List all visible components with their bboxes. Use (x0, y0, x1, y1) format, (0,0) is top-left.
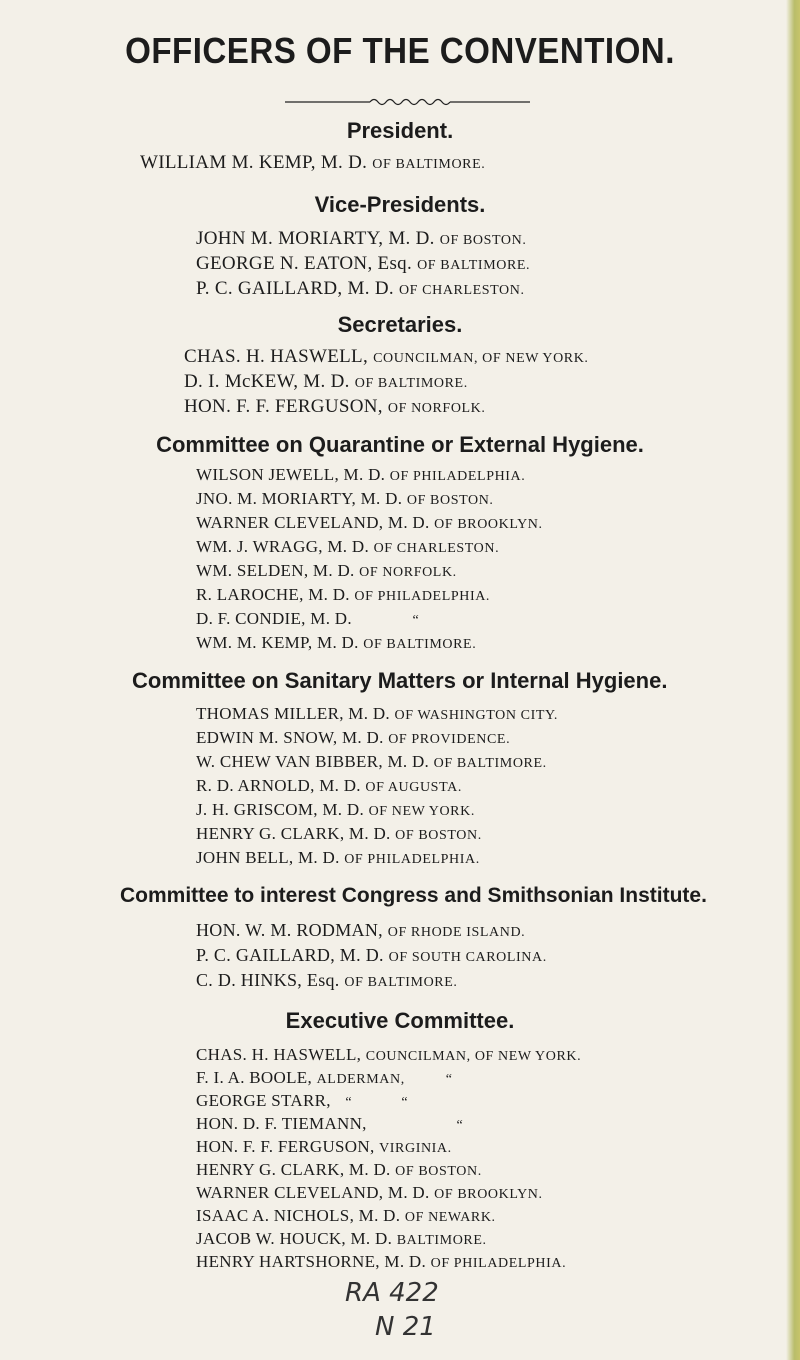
executive-member: F. I. A. BOOLE, ALDERMAN, “ (196, 1068, 453, 1087)
congress-member: C. D. HINKS, Esq. OF BALTIMORE. (196, 970, 458, 990)
executive-member: HON. D. F. TIEMANN, “ (196, 1114, 464, 1133)
quarantine-member: D. F. CONDIE, M. D. “ (196, 609, 420, 628)
congress-member: P. C. GAILLARD, M. D. OF SOUTH CAROLINA. (196, 945, 547, 965)
page-title: OFFICERS OF THE CONVENTION. (125, 30, 675, 71)
quarantine-member: WARNER CLEVELAND, M. D. OF BROOKLYN. (196, 513, 543, 532)
sanitary-committee-heading: Committee on Sanitary Matters or Internal Hygiene. (132, 668, 668, 693)
quarantine-member: WM. J. WRAGG, M. D. OF CHARLESTON. (196, 537, 500, 556)
congress-member: HON. W. M. RODMAN, OF RHODE ISLAND. (196, 920, 526, 940)
president-line: WILLIAM M. KEMP, M. D. OF BALTIMORE. (140, 152, 486, 173)
handwritten-call-number-2: N 21 (375, 1312, 436, 1342)
sanitary-member: W. CHEW VAN BIBBER, M. D. OF BALTIMORE. (196, 752, 547, 771)
executive-member: HENRY G. CLARK, M. D. OF BOSTON. (196, 1160, 482, 1179)
secretaries-heading: Secretaries. (337, 312, 463, 337)
sanitary-member: JOHN BELL, M. D. OF PHILADELPHIA. (196, 848, 480, 867)
sanitary-member: EDWIN M. SNOW, M. D. OF PROVIDENCE. (196, 728, 511, 747)
quarantine-committee-heading: Committee on Quarantine or External Hygiene. (156, 432, 644, 457)
vice-president-line: GEORGE N. EATON, Esq. OF BALTIMORE. (196, 253, 531, 274)
title-ornament-rule (0, 92, 800, 112)
executive-member: HON. F. F. FERGUSON, VIRGINIA. (196, 1137, 452, 1156)
sanitary-member: R. D. ARNOLD, M. D. OF AUGUSTA. (196, 776, 462, 795)
secretary-line: CHAS. H. HASWELL, COUNCILMAN, OF NEW YORK. (184, 346, 589, 367)
quarantine-member: WM. SELDEN, M. D. OF NORFOLK. (196, 561, 457, 580)
vice-presidents-heading: Vice-Presidents. (314, 192, 486, 217)
quarantine-member: JNO. M. MORIARTY, M. D. OF BOSTON. (196, 489, 494, 508)
secretary-line: D. I. McKEW, M. D. OF BALTIMORE. (184, 371, 468, 392)
executive-member: CHAS. H. HASWELL, COUNCILMAN, OF NEW YORK. (196, 1045, 582, 1064)
quarantine-member: WM. M. KEMP, M. D. OF BALTIMORE. (196, 633, 477, 652)
congress-committee-heading: Committee to interest Congress and Smithsonian Institute. (120, 884, 707, 907)
quarantine-member: R. LAROCHE, M. D. OF PHILADELPHIA. (196, 585, 491, 604)
executive-member: GEORGE STARR, “ “ (196, 1091, 409, 1110)
vice-president-line: JOHN M. MORIARTY, M. D. OF BOSTON. (196, 228, 527, 249)
vice-president-line: P. C. GAILLARD, M. D. OF CHARLESTON. (196, 278, 525, 299)
president-heading: President. (346, 118, 454, 143)
executive-member: HENRY HARTSHORNE, M. D. OF PHILADELPHIA. (196, 1252, 567, 1271)
executive-member: WARNER CLEVELAND, M. D. OF BROOKLYN. (196, 1183, 543, 1202)
executive-committee-heading: Executive Committee. (285, 1008, 515, 1033)
sanitary-member: J. H. GRISCOM, M. D. OF NEW YORK. (196, 800, 475, 819)
quarantine-member: WILSON JEWELL, M. D. OF PHILADELPHIA. (196, 465, 526, 484)
sanitary-member: HENRY G. CLARK, M. D. OF BOSTON. (196, 824, 482, 843)
executive-member: JACOB W. HOUCK, M. D. BALTIMORE. (196, 1229, 487, 1248)
secretary-line: HON. F. F. FERGUSON, OF NORFOLK. (184, 396, 486, 417)
sanitary-member: THOMAS MILLER, M. D. OF WASHINGTON CITY. (196, 704, 558, 723)
handwritten-call-number: RA 422 (345, 1278, 439, 1308)
executive-member: ISAAC A. NICHOLS, M. D. OF NEWARK. (196, 1206, 496, 1225)
